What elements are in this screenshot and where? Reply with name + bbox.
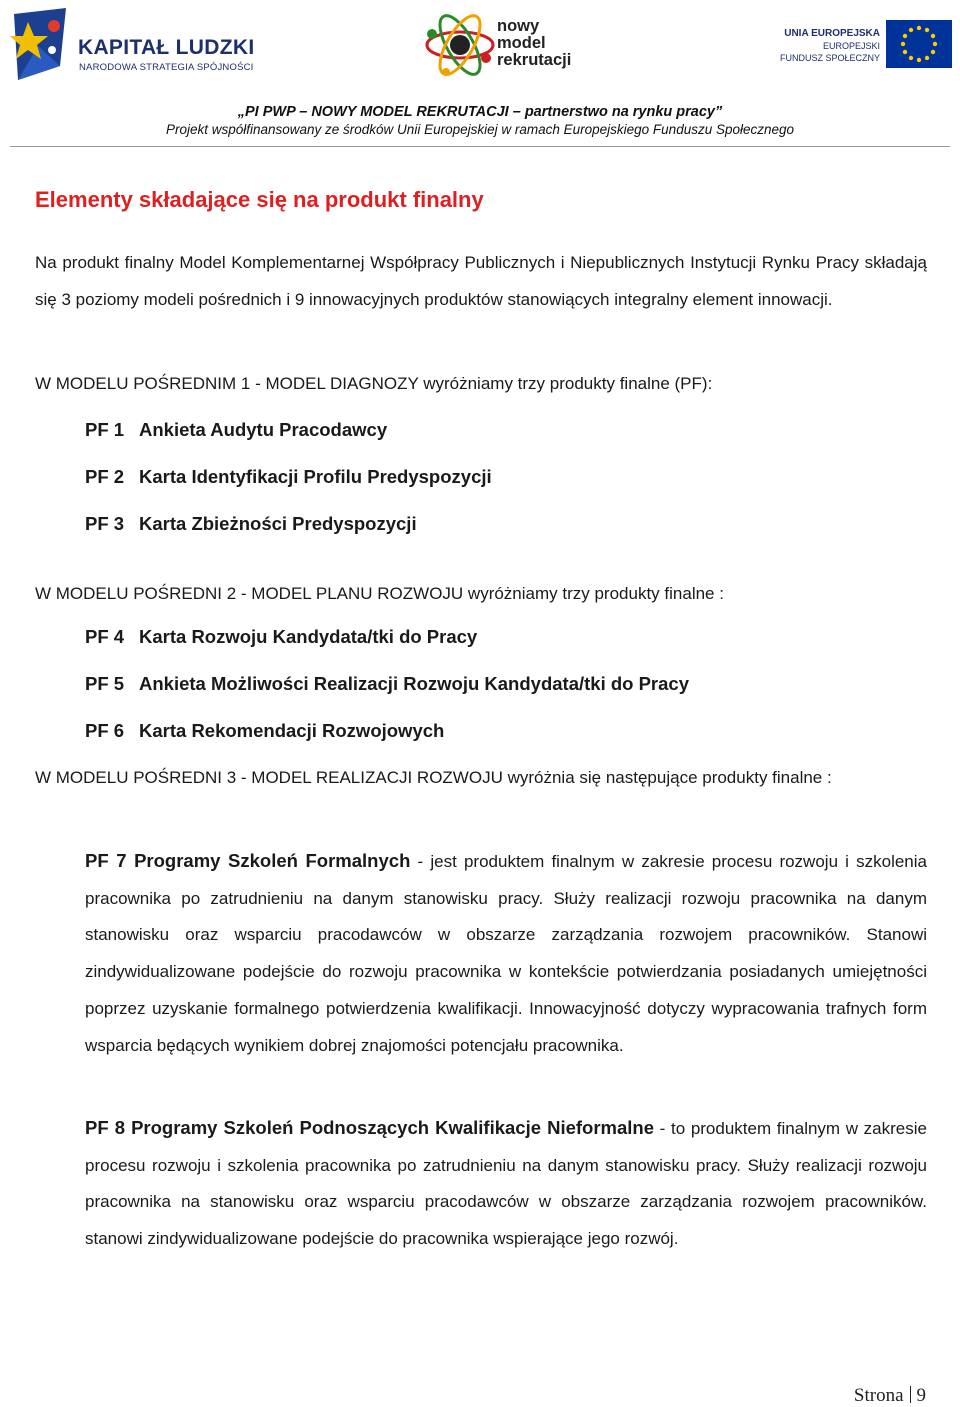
page-number: 9 [916, 1385, 926, 1406]
kapital-ludzki-title: KAPITAŁ LUDZKI [78, 36, 255, 59]
project-title: „PI PWP – NOWY MODEL REKRUTACJI – partnerstwo na rynku pracy” [237, 104, 723, 120]
pf-1-item [85, 420, 387, 440]
kapital-ludzki-logo [8, 6, 258, 86]
model-1-line: W MODELU POŚREDNIM 1 - MODEL DIAGNOZY wyróżniamy trzy produkty finalne (PF): [35, 374, 713, 393]
nmr-line-3: rekrutacji [497, 51, 572, 69]
pf-6-item [85, 721, 444, 741]
model-3-line: W MODELU POŚREDNI 3 - MODEL REALIZACJI ROZWOJU wyróżnia się następujące produkty finalne : [35, 768, 832, 787]
pf-code: PF 5 [85, 673, 125, 694]
kapital-ludzki-subtitle: NARODOWA STRATEGIA SPÓJNOŚCI [79, 62, 254, 73]
model-2-line: W MODELU POŚREDNI 2 - MODEL PLANU ROZWOJU wyróżniamy trzy produkty finalne : [35, 584, 724, 603]
nowy-model-rekrutacji-logo [424, 8, 594, 80]
pf-7-title: PF 7 Programy Szkoleń Formalnych [85, 850, 411, 871]
eu-line-3: FUNDUSZ SPOŁECZNY [779, 53, 880, 63]
pf-5-item [85, 674, 689, 694]
footer-separator [910, 1386, 911, 1403]
pf-name: Ankieta Możliwości Realizacji Rozwoju Kandydata/tki do Pracy [139, 673, 689, 694]
pf-8-title: PF 8 Programy Szkoleń Podnoszących Kwalifikacje Nieformalne [85, 1117, 655, 1138]
pf-2-item [85, 467, 492, 487]
eu-line-1: UNIA EUROPEJSKA [784, 28, 880, 39]
pf-name: Karta Rekomendacji Rozwojowych [139, 720, 445, 741]
pf-name: Karta Rozwoju Kandydata/tki do Pracy [139, 626, 478, 647]
pf-code: PF 4 [85, 626, 125, 647]
nowy-model-rekrutacji-text [497, 18, 571, 69]
pf-name: Karta Zbieżności Predyspozycji [139, 513, 417, 534]
nmr-line-1: nowy [497, 17, 540, 35]
section-heading: Elementy składające się na produkt finalny [35, 187, 484, 212]
pf-code: PF 2 [85, 466, 125, 487]
pf-code: PF 3 [85, 513, 125, 534]
atom-people-icon [424, 12, 496, 78]
pf-8-text: - to produktem finalnym w zakresie procesu rozwoju i szkolenia pracownika po zatrudnieniu na danym stanowisku pracy. Służy realizacji rozwoju pracownika na stanowisku oraz wsparciu pracodawców w obszarze zarządzania rozwojem pracowników. stanowi zindywidualizowane podejście do pracownika wspierające jego rozwój. [85, 1119, 927, 1249]
kapital-ludzki-mark-icon [8, 6, 68, 86]
pf-name: Karta Identyfikacji Profilu Predyspozycji [139, 466, 492, 487]
pf-3-item [85, 514, 417, 534]
pf-7-paragraph [85, 843, 927, 1064]
pf-4-item [85, 627, 477, 647]
intro-paragraph: Na produkt finalny Model Komplementarnej Współpracy Publicznych i Niepublicznych Instytucji Rynku Pracy składają się 3 poziomy modeli pośrednich i 9 innowacyjnych produktów stanowiących integralny element innowacji. [35, 253, 927, 309]
pf-name: Ankieta Audytu Pracodawcy [139, 419, 388, 440]
eu-logo [760, 20, 955, 76]
nmr-line-2: model [497, 34, 546, 52]
eu-text [760, 28, 880, 64]
eu-line-2: EUROPEJSKI [822, 41, 880, 51]
header-divider [10, 146, 950, 147]
pf-code: PF 6 [85, 720, 125, 741]
pf-7-text: - jest produktem finalnym w zakresie procesu rozwoju i szkolenia pracownika po zatrudnieniu na danym stanowisku pracy. Służy realizacji rozwoju pracownika na danym stanowisku oraz wsparciu pracodawców w obszarze zarządzania rozwojem pracowników. Stanowi zindywidualizowane podejście do rozwoju pracownika w kontekście potwierdzania posiadanych umiejętności poprzez uzyskanie formalnego potwierdzenia kwalifikacji. Innowacyjność dotyczy wypracowania trafnych form wsparcia będących wynikiem dobrej znajomości potencjału pracownika. [85, 852, 927, 1055]
pf-code: PF 1 [85, 419, 125, 440]
page-header [0, 0, 960, 148]
eu-flag-icon [886, 20, 952, 68]
page-label: Strona [853, 1385, 904, 1406]
pf-8-paragraph [85, 1110, 927, 1258]
project-subtitle: Projekt współfinansowany ze środków Unii Europejskiej w ramach Europejskiego Funduszu Społecznego [165, 122, 795, 137]
